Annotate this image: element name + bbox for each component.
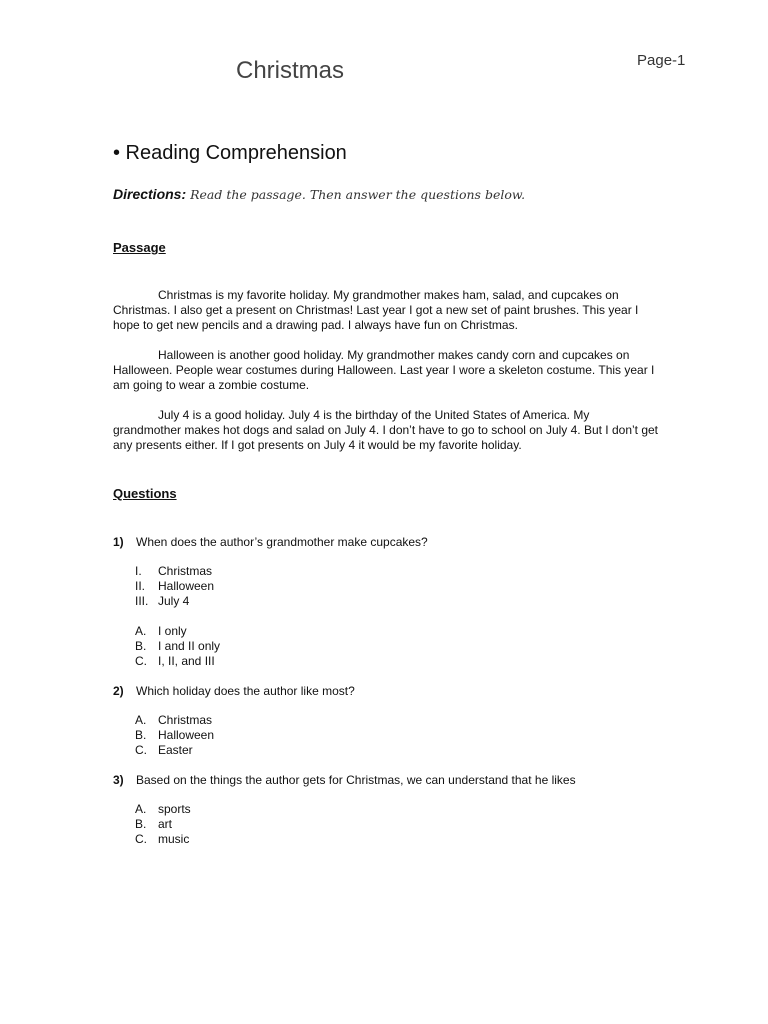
directions-label: Directions: (113, 186, 187, 202)
roman-item (135, 579, 214, 594)
choice-text: art (158, 817, 173, 831)
choice-marker: C. (135, 654, 147, 668)
answer-choice (135, 639, 220, 654)
choice-text: I and II only (158, 639, 221, 653)
choice-text: sports (158, 802, 191, 816)
answer-choice (135, 743, 214, 758)
question-text: When does the author’s grandmother make cupcakes? (136, 535, 428, 549)
passage-text: Christmas is my favorite holiday. My grandmother makes ham, salad, and cupcakes on Christmas. I also get a present on Christmas! Last year I got a new set of paint brushes. This year I hope to get new pencils and a drawing pad. I always have fun on Christmas. (113, 288, 639, 332)
question-number: 1) (113, 535, 124, 549)
answer-choice (135, 654, 220, 669)
passage-paragraph-2 (113, 348, 658, 393)
roman-item (135, 564, 214, 579)
choice-marker: C. (135, 832, 147, 846)
choice-text: Halloween (158, 728, 215, 742)
choice-text: Christmas (158, 713, 213, 727)
directions-text: Read the passage. Then answer the questions below. (190, 187, 526, 202)
question-1-roman-list (135, 564, 214, 609)
passage-heading: Passage (113, 240, 166, 255)
question-3 (113, 773, 576, 787)
answer-choice (135, 832, 191, 847)
roman-marker: III. (135, 594, 149, 608)
answer-choice (135, 624, 220, 639)
answer-choice (135, 817, 191, 832)
roman-text: Christmas (158, 564, 213, 578)
question-2 (113, 684, 355, 698)
passage-paragraph-1 (113, 288, 658, 333)
choice-text: I, II, and III (158, 654, 215, 668)
roman-item (135, 594, 214, 609)
answer-choice (135, 713, 214, 728)
choice-marker: B. (135, 817, 147, 831)
directions (113, 186, 525, 202)
choice-text: music (158, 832, 190, 846)
question-1 (113, 535, 428, 549)
question-text: Based on the things the author gets for Christmas, we can understand that he likes (136, 773, 576, 787)
question-1-choices (135, 624, 220, 669)
document-title: Christmas (236, 57, 345, 84)
choice-marker: B. (135, 728, 147, 742)
question-number: 3) (113, 773, 124, 787)
answer-choice (135, 802, 191, 817)
choice-marker: C. (135, 743, 147, 757)
answer-choice (135, 728, 214, 743)
questions-heading: Questions (113, 486, 177, 501)
passage-text: Halloween is another good holiday. My grandmother makes candy corn and cupcakes on Halloween. People wear costumes during Halloween. Last year I wore a skeleton costume. This year I am going to wear a zombie costume. (113, 348, 655, 392)
passage-text: July 4 is a good holiday. July 4 is the birthday of the United States of America. My grandmother makes hot dogs and salad on July 4. I don’t have to go to school on July 4. But I don’t get any presents either. If I got presents on July 4 it would be my favorite holiday. (113, 408, 659, 452)
choice-text: I only (158, 624, 187, 638)
roman-text: Halloween (158, 579, 215, 593)
choice-marker: A. (135, 713, 147, 727)
question-text: Which holiday does the author like most? (136, 684, 355, 698)
question-2-choices (135, 713, 214, 758)
roman-marker: I. (135, 564, 142, 578)
choice-marker: A. (135, 624, 147, 638)
page-number: Page-1 (637, 52, 686, 69)
roman-text: July 4 (158, 594, 190, 608)
passage-paragraph-3 (113, 408, 658, 453)
choice-text: Easter (158, 743, 193, 757)
choice-marker: A. (135, 802, 147, 816)
question-3-choices (135, 802, 191, 847)
roman-marker: II. (135, 579, 146, 593)
choice-marker: B. (135, 639, 147, 653)
question-number: 2) (113, 684, 124, 698)
section-heading: • Reading Comprehension (113, 142, 347, 164)
